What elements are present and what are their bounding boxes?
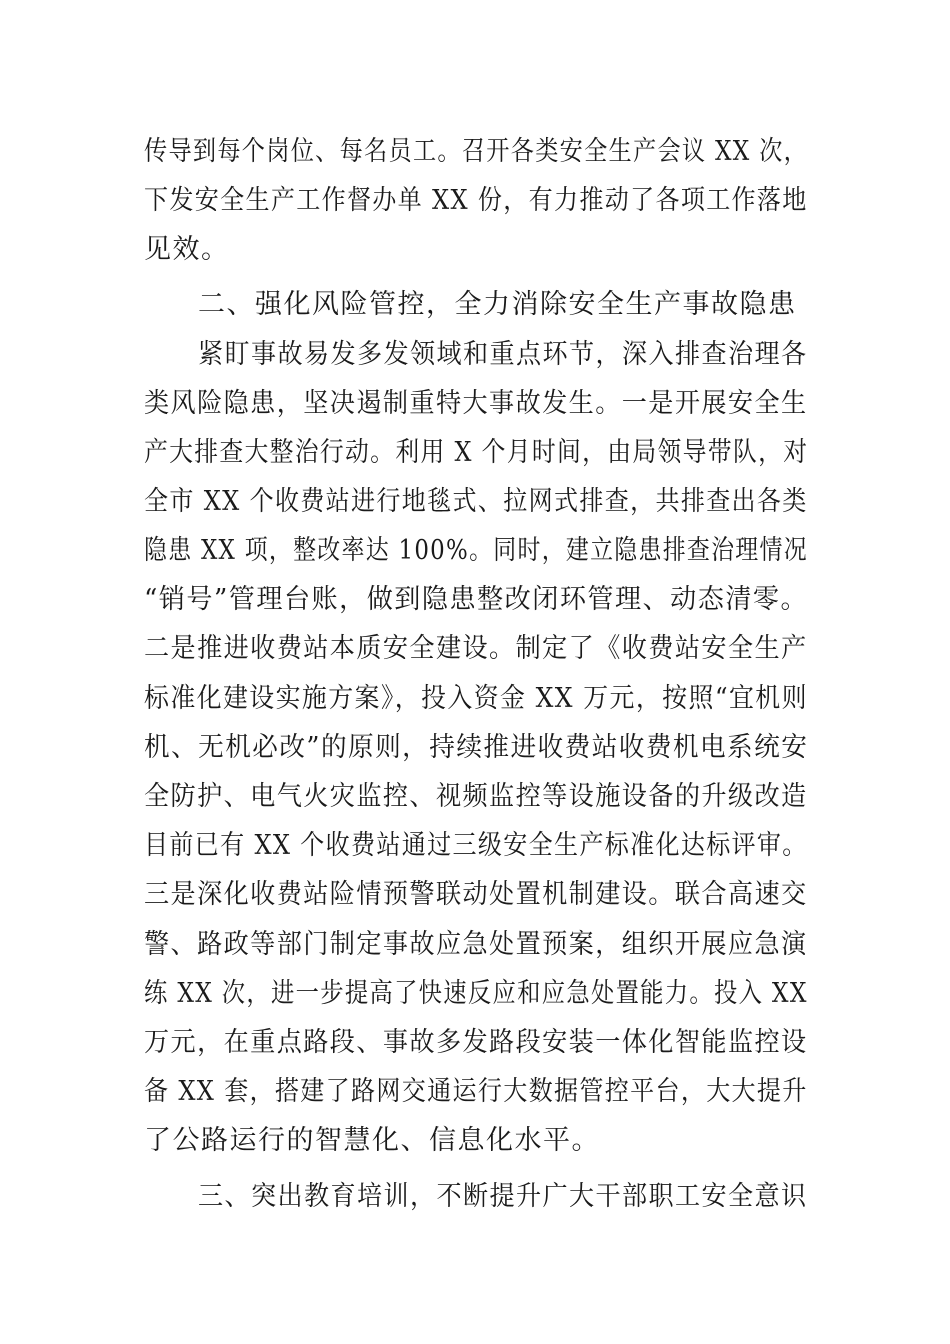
text-line: 警、路政等部门制定事故应急处置预案，组织开展应急演 — [144, 929, 808, 960]
text-line: 三是深化收费站险情预警联动处置机制建设。联合高速交 — [144, 879, 808, 910]
text-line: 标准化建设实施方案》，投入资金 XX 万元，按照“宜机则 — [144, 683, 808, 714]
text-line: “销号”管理台账，做到隐患整改闭环管理、动态清零。 — [144, 584, 809, 615]
text-line: 隐患 XX 项，整改率达 100%。同时，建立隐患排查治理情况 — [144, 535, 808, 566]
text-line: 二是推进收费站本质安全建设。制定了《收费站安全生产 — [144, 633, 808, 664]
text-line: 产大排查大整治行动。利用 X 个月时间，由局领导带队，对 — [144, 437, 809, 468]
text-line: 了公路运行的智慧化、信息化水平。 — [144, 1125, 600, 1156]
text-line: 机、无机必改”的原则，持续推进收费站收费机电系统安 — [144, 732, 809, 763]
text-line: 类风险隐患，坚决遏制重特大事故发生。一是开展安全生 — [144, 388, 808, 419]
text-line: 备 XX 套，搭建了路网交通运行大数据管控平台，大大提升 — [144, 1076, 808, 1107]
text-line: 见效。 — [144, 234, 230, 265]
section-heading: 二、强化风险管控，全力消除安全生产事故隐患 — [198, 289, 797, 320]
text-line: 全市 XX 个收费站进行地毯式、拉网式排查，共排查出各类 — [144, 486, 808, 517]
text-line: 传导到每个岗位、每名员工。召开各类安全生产会议 XX 次， — [144, 136, 809, 167]
text-line: 紧盯事故易发多发领域和重点环节，深入排查治理各 — [198, 339, 808, 370]
section-heading: 三、突出教育培训，不断提升广大干部职工安全意识 — [198, 1181, 808, 1212]
text-line: 全防护、电气火灾监控、视频监控等设施设备的升级改造 — [144, 781, 808, 812]
text-line: 下发安全生产工作督办单 XX 份，有力推动了各项工作落地 — [144, 185, 808, 216]
text-line: 万元，在重点路段、事故多发路段安装一体化智能监控设 — [144, 1027, 808, 1058]
text-line: 练 XX 次，进一步提高了快速反应和应急处置能力。投入 XX — [144, 978, 808, 1009]
text-line: 目前已有 XX 个收费站通过三级安全生产标准化达标评审。 — [144, 830, 808, 861]
